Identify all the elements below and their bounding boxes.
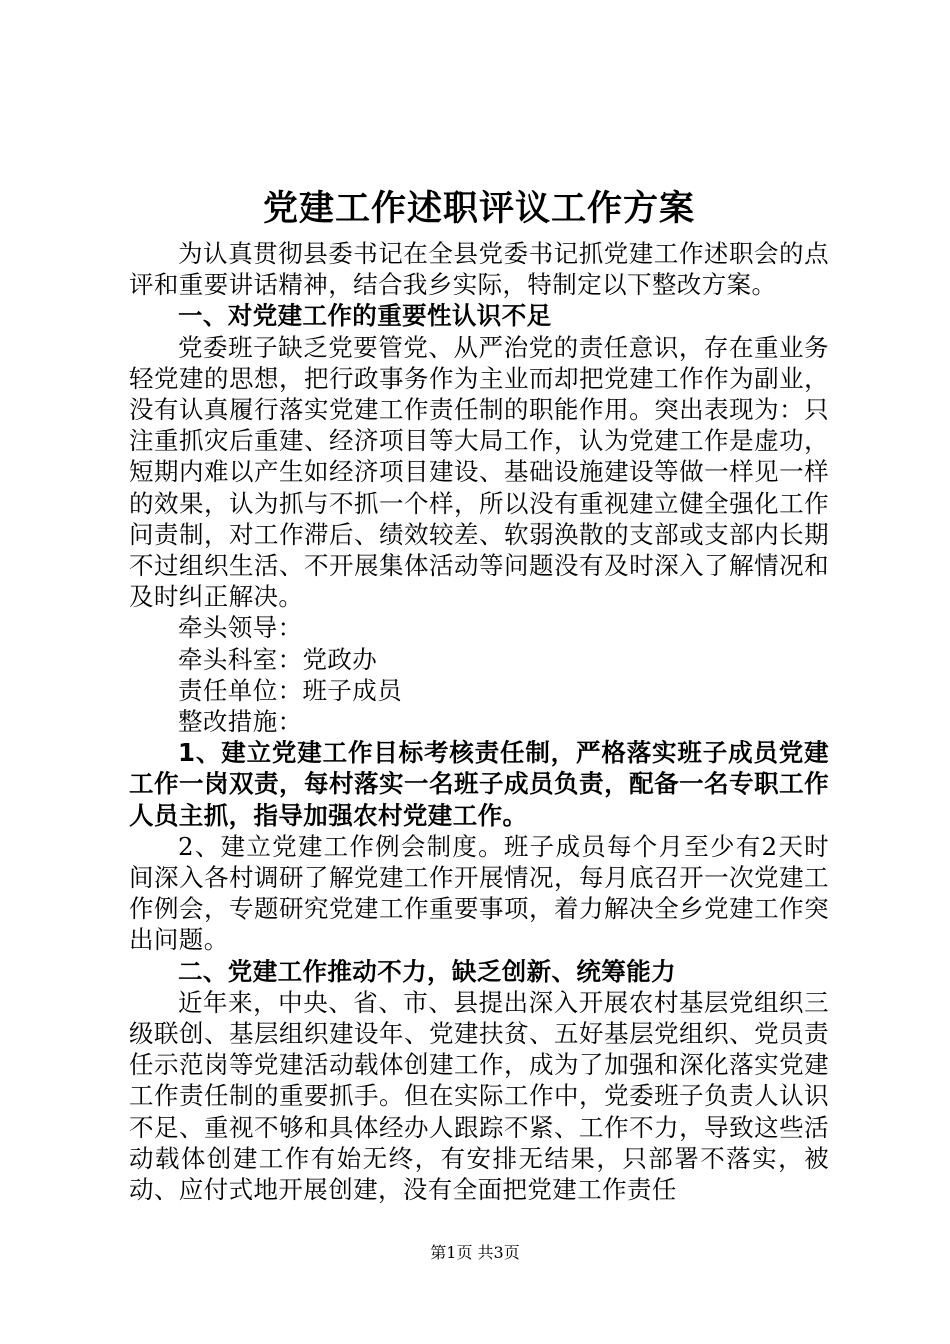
section-heading: 二、党建工作推动不力，缺乏创新、统筹能力 — [178, 956, 676, 986]
body-paragraph: 近年来，中央、省、市、县提出深入开展农村基层党组织三级联创、基层组织建设年、党建扶贫、五好基层党组织、党员责任示范岗等党建活动载体创建工作，成为了加强和深化落实党建工作责任制的重要抓手。但在实际工作中，党委班子负责人认识不足、重视不够和具体经办人跟踪不紧、工作不力，导致这些活动载体创建工作有始无终，有安排无结果，只部署不落实，被动、应付式地开展创建，没有全面把党建工作责任 — [129, 987, 829, 1205]
document-page — [129, 180, 829, 1205]
body-paragraph: 牵头科室：党政办 — [178, 644, 378, 674]
section-heading: 1、建立党建工作目标考核责任制，严格落实班子成员党建工作一岗双责，每村落实一名班子成员负责，配备一名专职工作人员主抓，指导加强农村党建工作。 — [129, 738, 829, 830]
page-footer: 第1页 共3页 — [430, 1243, 520, 1262]
body-paragraph: 党委班子缺乏党要管党、从严治党的责任意识，存在重业务轻党建的思想，把行政事务作为主业而却把党建工作作为副业，没有认真履行落实党建工作责任制的职能作用。突出表现为：只注重抓灾后重建、经济项目等大局工作，认为党建工作是虚功，短期内难以产生如经济项目建设、基础设施建设等做一样见一样的效果，认为抓与不抓一个样，所以没有重视建立健全强化工作问责制，对工作滞后、绩效较差、软弱涣散的支部或支部内长期不过组织生活、不开展集体活动等问题没有及时深入了解情况和及时纠正解决。 — [129, 332, 829, 612]
body-paragraph: 牵头领导： — [178, 613, 303, 643]
document-title: 党建工作述职评议工作方案 — [262, 188, 695, 229]
body-paragraph: 责任单位：班子成员 — [178, 675, 403, 705]
section-heading: 一、对党建工作的重要性认识不足 — [178, 301, 552, 331]
body-paragraph: 整改措施： — [178, 707, 303, 737]
body-paragraph: 2、建立党建工作例会制度。班子成员每个月至少有2天时间深入各村调研了解党建工作开展情况，每月底召开一次党建工作例会，专题研究党建工作重要事项，着力解决全乡党建工作突出问题。 — [129, 831, 829, 955]
document-body — [129, 238, 829, 1205]
body-paragraph: 为认真贯彻县委书记在全县党委书记抓党建工作述职会的点评和重要讲话精神，结合我乡实际，特制定以下整改方案。 — [129, 239, 829, 300]
